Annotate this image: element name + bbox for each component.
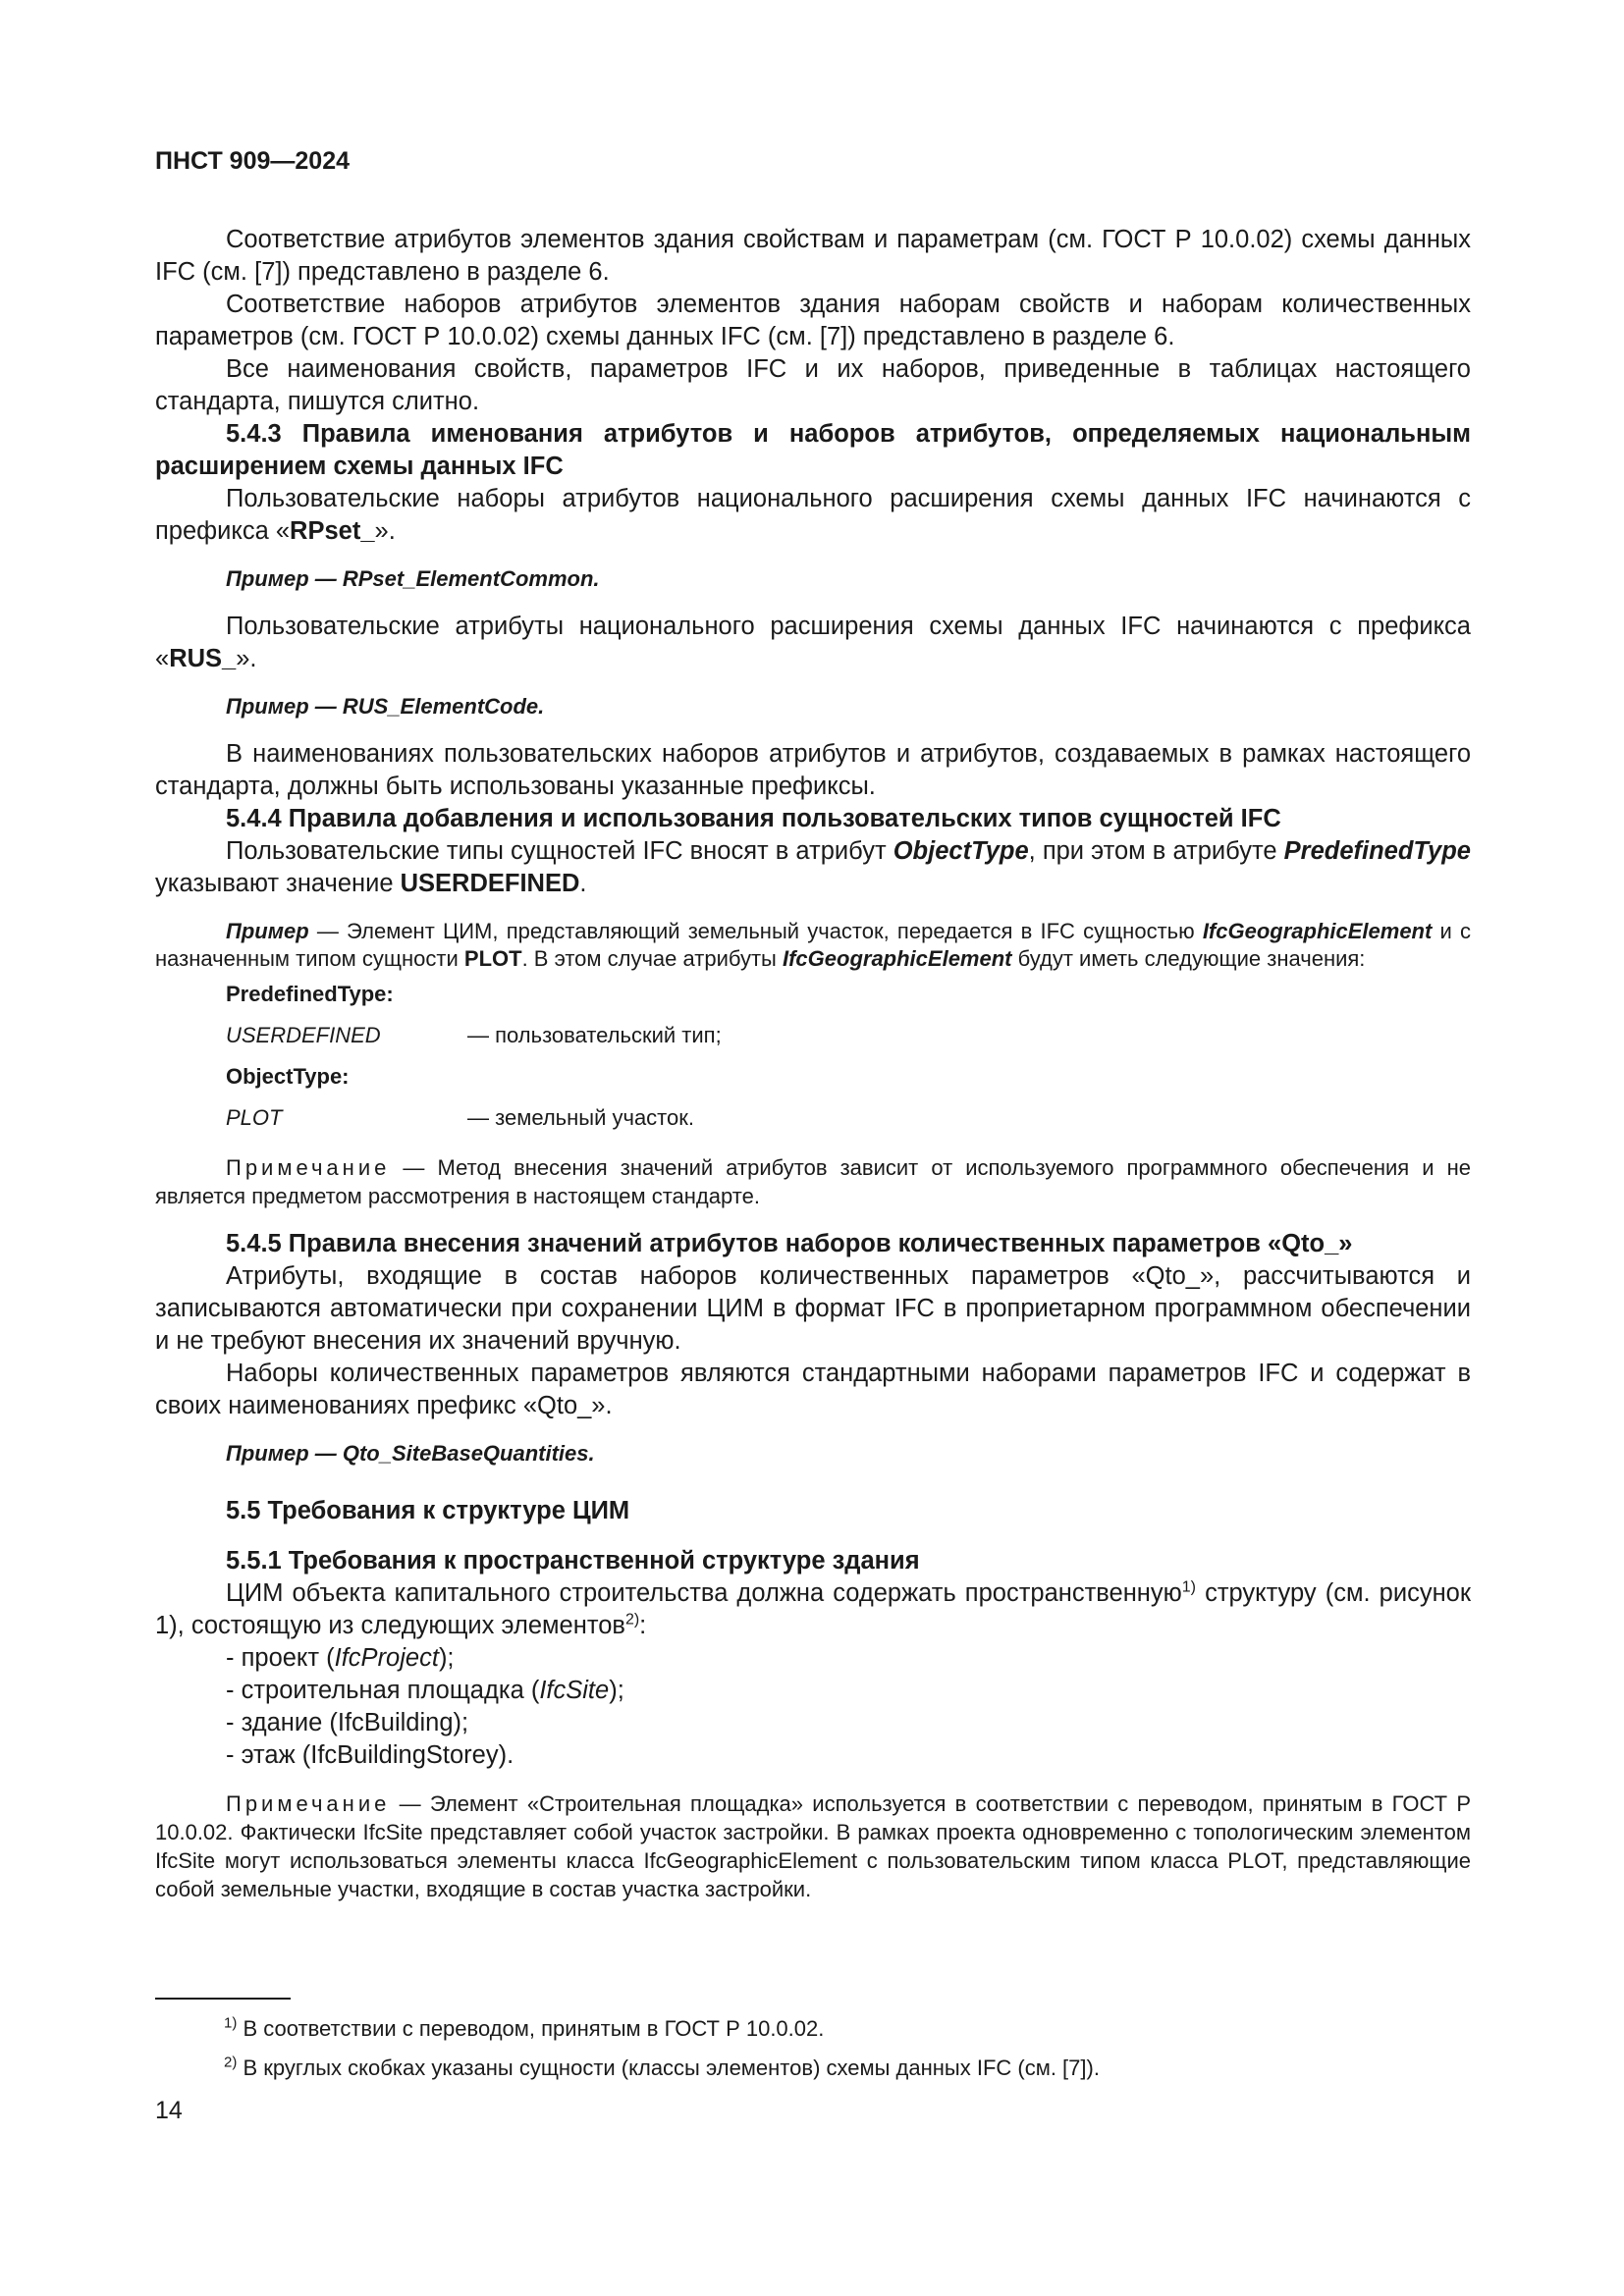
paragraph: ЦИМ объекта капитального строительства должна содержать пространственную$^{1)}$ структуру (см. рисунок 1), состоящую из следующих элементов$^{2)}$: — [155, 1578, 1471, 1639]
footnote-ref: 2) — [624, 1611, 640, 1629]
paragraph: Наборы количественных параметров являются стандартными наборами параметров IFC и содержат в своих наименованиях префикс «Qto_». — [155, 1360, 1471, 1419]
section-heading-5-4-3: 5.4.3 Правила именования атрибутов и наборов атрибутов, определяемых национальным расширением схемы данных IFC — [155, 420, 1471, 480]
section-heading-5-5: 5.5 Требования к структуре ЦИМ — [226, 1497, 630, 1524]
definitions-table — [226, 981, 722, 1146]
example: Пример — RPset_ElementCommon. — [226, 566, 600, 591]
page-body — [155, 224, 1471, 1903]
footnote: $^{1)}$ В соответствии с переводом, принятым в ГОСТ Р 10.0.02. — [224, 2014, 825, 2041]
list-item: - этаж (IfcBuildingStorey). — [226, 1741, 514, 1769]
example: Пример — Элемент ЦИМ, представляющий земельный участок, передается в IFC сущностью IfcGeographicElement и с назначенным типом сущности PLOT. В этом случае атрибуты IfcGeographicElement будут иметь следующие значения: — [155, 919, 1472, 971]
paragraph: В наименованиях пользовательских наборов атрибутов и атрибутов, создаваемых в рамках настоящего стандарта, должны быть использованы указанные префиксы. — [155, 740, 1471, 800]
footnote-ref: 1) — [1181, 1578, 1197, 1596]
def-description: — земельный участок. — [467, 1105, 694, 1130]
section-heading-5-5-1: 5.5.1 Требования к пространственной структуре здания — [226, 1547, 920, 1575]
note: Примечание — Метод внесения значений атрибутов зависит от используемого программного обеспечения и не является предметом рассмотрения в настоящем стандарте. — [155, 1155, 1471, 1208]
document-header: ПНСТ 909—2024 — [155, 147, 350, 175]
paragraph: Соответствие наборов атрибутов элементов здания наборам свойств и наборам количественных параметров (см. ГОСТ Р 10.0.02) схемы данных IFC (см. [7]) представлено в разделе 6. — [155, 291, 1471, 350]
example: Пример — Qto_SiteBaseQuantities. — [226, 1441, 595, 1466]
footnote-divider — [155, 1998, 291, 2000]
section-heading-5-4-4: 5.4.4 Правила добавления и использования пользовательских типов сущностей IFC — [226, 805, 1281, 832]
def-description: — пользовательский тип; — [467, 1023, 722, 1047]
paragraph: Пользовательские наборы атрибутов национального расширения схемы данных IFC начинаются с префикса «RPset_». — [155, 485, 1471, 545]
paragraph: Соответствие атрибутов элементов здания свойствам и параметрам (см. ГОСТ Р 10.0.02) схемы данных IFC (см. [7]) представлено в разделе 6. — [155, 226, 1471, 286]
paragraph: Пользовательские атрибуты национального расширения схемы данных IFC начинаются с префикса «RUS_». — [155, 613, 1471, 672]
paragraph: Пользовательские типы сущностей IFC вносят в атрибут ObjectType, при этом в атрибуте PredefinedType указывают значение USERDEFINED. — [155, 837, 1471, 897]
paragraph: Атрибуты, входящие в состав наборов количественных параметров «Qto_», рассчитываются и записываются автоматически при сохранении ЦИМ в формат IFC в проприетарном программном обеспечении и не требуют внесения их значений вручную. — [155, 1262, 1471, 1355]
page-number: 14 — [155, 2097, 183, 2124]
footnote: $^{2)}$ В круглых скобках указаны сущности (классы элементов) схемы данных IFC (см. [7]). — [224, 2054, 1100, 2080]
list-item: - проект (IfcProject); — [226, 1644, 455, 1672]
list-item: - строительная площадка (IfcSite); — [226, 1677, 624, 1704]
paragraph: Все наименования свойств, параметров IFC и их наборов, приведенные в таблицах настоящего стандарта, пишутся слитно. — [155, 355, 1471, 415]
list-item: - здание (IfcBuilding); — [226, 1709, 469, 1736]
def-term: USERDEFINED — [226, 1023, 381, 1047]
def-heading: PredefinedType: — [226, 982, 394, 1006]
element-list — [226, 1642, 1471, 1772]
note: Примечание — Элемент «Строительная площадка» используется в соответствии с переводом, принятым в ГОСТ Р 10.0.02. Фактически IfcSite представляет собой участок застройки. В рамках проекта одновременно с топологическим элементом IfcSite могут использоваться элементы класса IfcGeographicElement с пользовательским типом класса PLOT, представляющие собой земельные участки, входящие в состав участка застройки. — [155, 1791, 1471, 1901]
section-heading-5-4-5: 5.4.5 Правила внесения значений атрибутов наборов количественных параметров «Qto_» — [226, 1230, 1353, 1257]
def-term: PLOT — [226, 1105, 283, 1130]
def-heading: ObjectType: — [226, 1064, 350, 1089]
example: Пример — RUS_ElementCode. — [226, 694, 545, 719]
